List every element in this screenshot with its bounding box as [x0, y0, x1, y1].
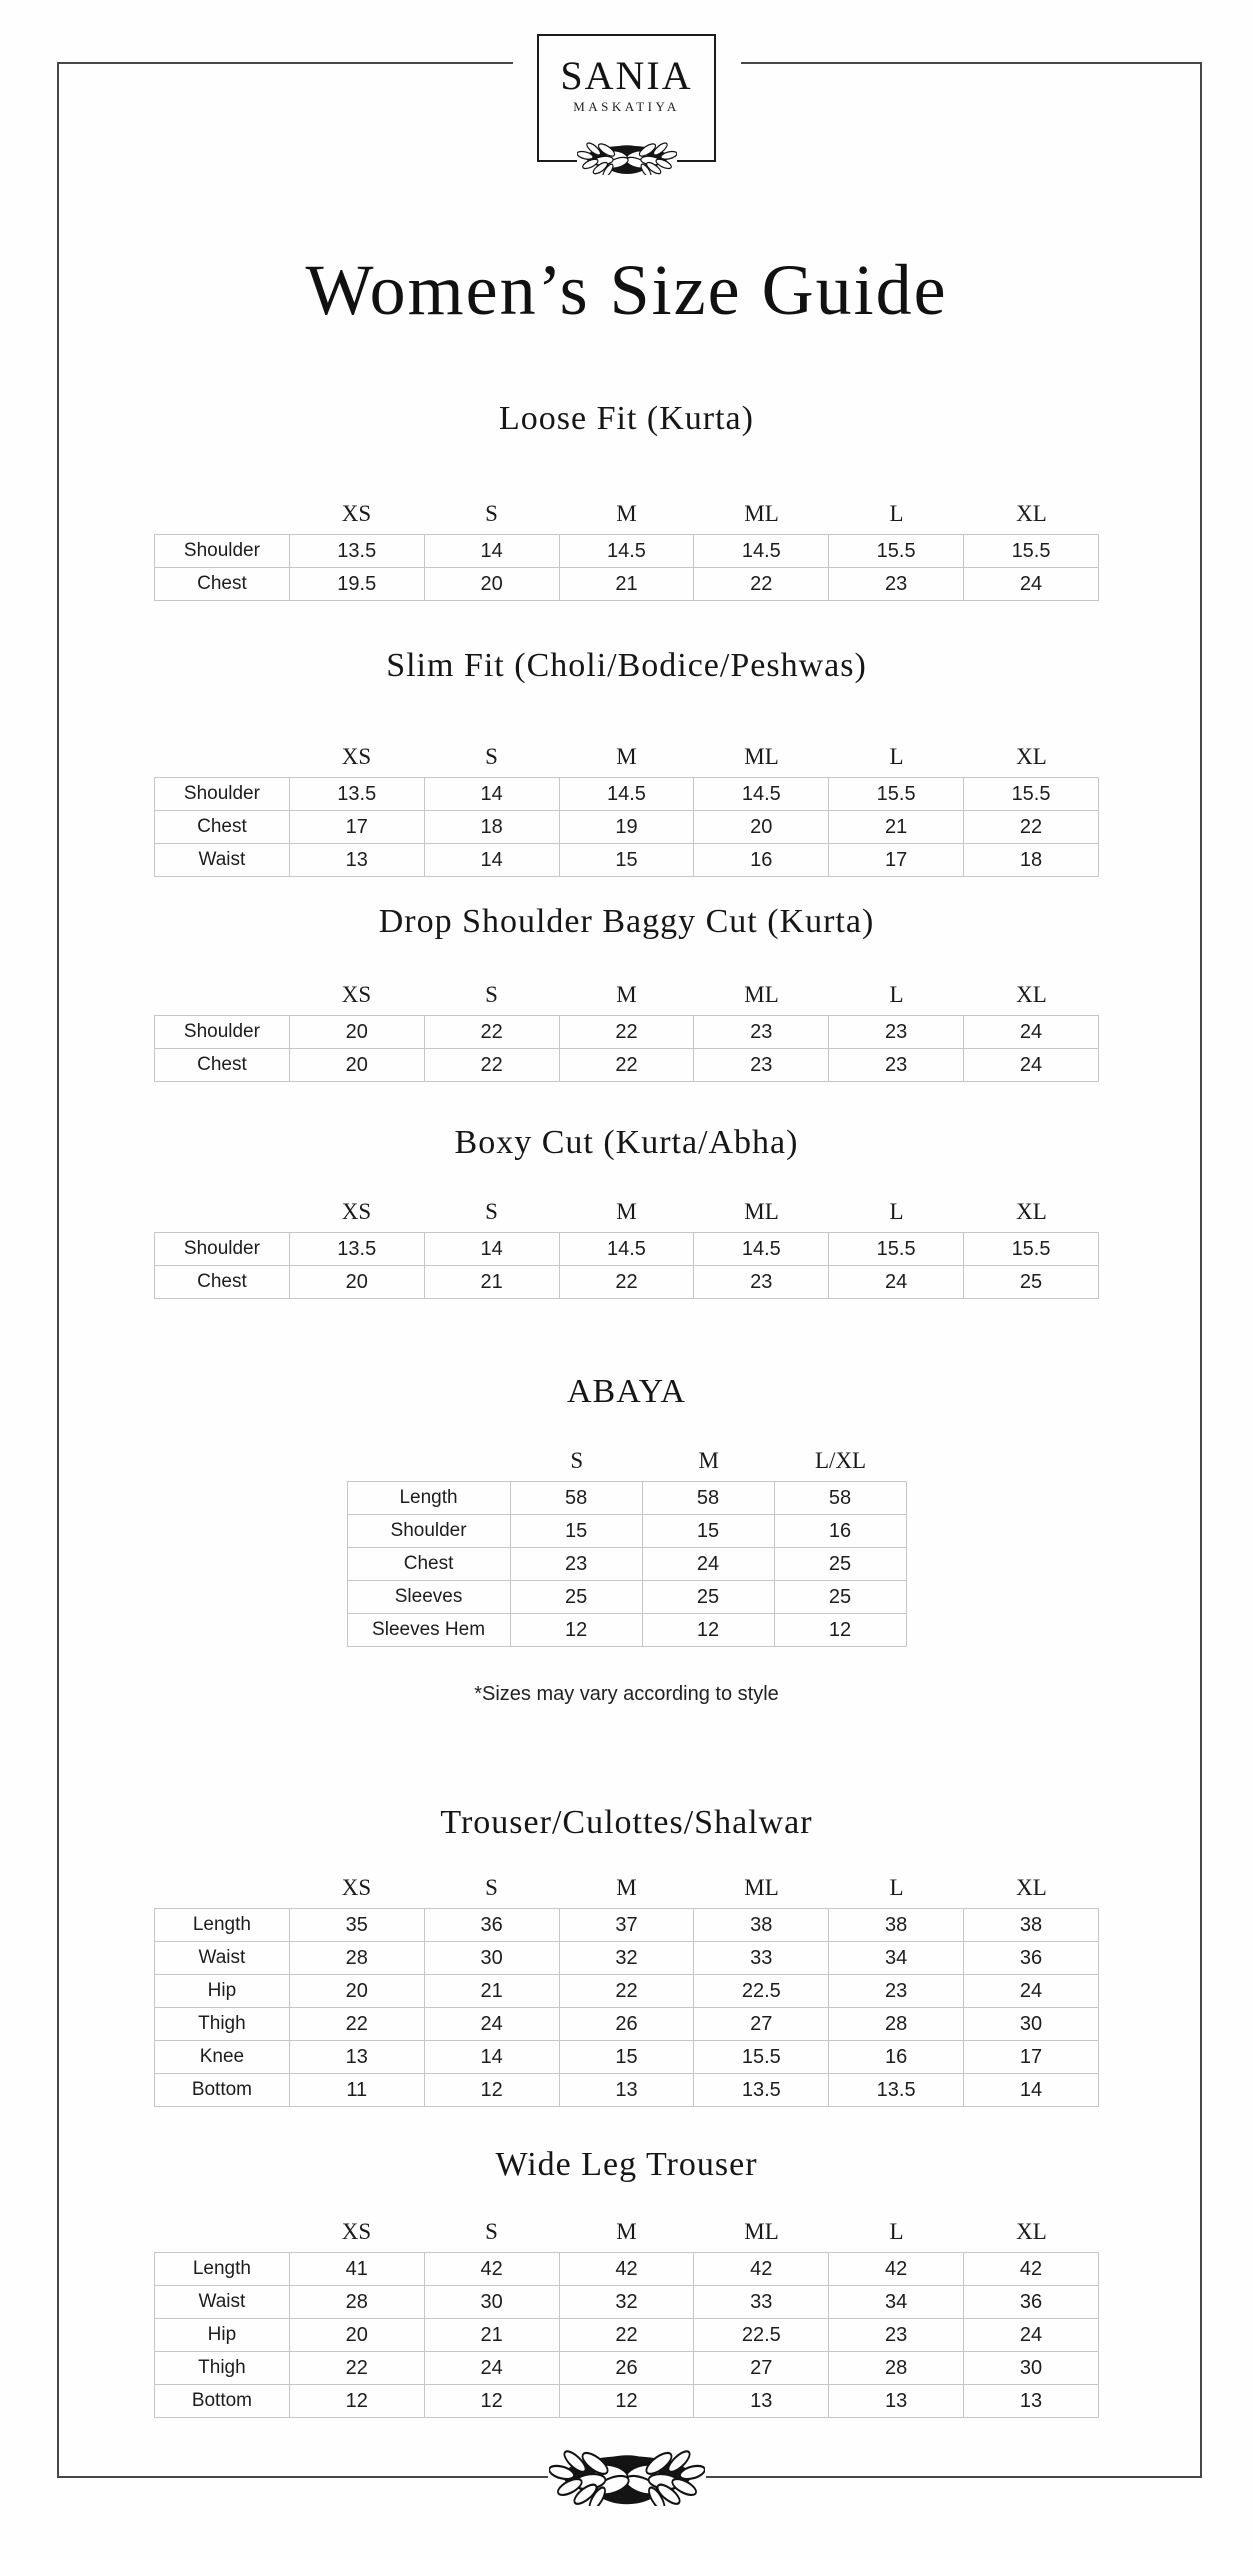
section-title: Drop Shoulder Baggy Cut (Kurta): [378, 903, 875, 940]
value-cell: 13: [964, 2385, 1099, 2418]
size-col-header: XS: [341, 744, 372, 769]
value-cell: 12: [559, 2385, 694, 2418]
section-trouser: [0, 1802, 1253, 2107]
section-title: Boxy Cut (Kurta/Abha): [454, 1124, 799, 1161]
size-col-header: XL: [1016, 2219, 1047, 2244]
value-cell: 23: [829, 568, 964, 601]
brand-subname: MASKATIYA: [573, 99, 680, 114]
page-title: Women’s Size Guide: [305, 250, 948, 330]
value-cell: 36: [964, 1942, 1099, 1975]
table-row: [155, 1942, 1099, 1975]
brand-name: SANIA: [560, 53, 693, 98]
section-boxy-cut: [0, 1122, 1253, 1299]
value-cell: 24: [424, 2008, 559, 2041]
size-header-row: [154, 977, 1099, 1009]
value-cell: 22: [964, 811, 1099, 844]
value-cell: 22: [694, 568, 829, 601]
value-cell: 17: [829, 844, 964, 877]
value-cell: 14: [424, 2041, 559, 2074]
value-cell: 58: [510, 1482, 642, 1515]
value-cell: 25: [774, 1581, 906, 1614]
size-col-header: XL: [1016, 1199, 1047, 1224]
value-cell: 20: [694, 811, 829, 844]
value-cell: 20: [289, 1975, 424, 2008]
value-cell: 36: [424, 1909, 559, 1942]
value-cell: 22: [289, 2008, 424, 2041]
size-col-header: XL: [1016, 744, 1047, 769]
value-cell: 22.5: [694, 2319, 829, 2352]
value-cell: 14.5: [694, 535, 829, 568]
value-cell: 17: [964, 2041, 1099, 2074]
value-cell: 15: [559, 2041, 694, 2074]
value-cell: 34: [829, 1942, 964, 1975]
value-cell: 25: [510, 1581, 642, 1614]
size-col-header: S: [570, 1448, 584, 1473]
corner-cell: [347, 1443, 511, 1475]
value-cell: 28: [289, 1942, 424, 1975]
value-cell: 38: [964, 1909, 1099, 1942]
row-label-cell: Chest: [155, 568, 290, 601]
laurel-ornament-icon: [577, 141, 677, 175]
value-cell: 14: [424, 1233, 559, 1266]
value-cell: 15.5: [829, 778, 964, 811]
bottom-ornament: [548, 2446, 706, 2508]
table-row: [155, 2041, 1099, 2074]
value-cell: 32: [559, 2286, 694, 2319]
value-cell: 14.5: [559, 778, 694, 811]
corner-cell: [154, 496, 289, 528]
value-cell: 14: [424, 844, 559, 877]
value-cell: 24: [829, 1266, 964, 1299]
table-row: [155, 535, 1099, 568]
value-cell: 22: [559, 1975, 694, 2008]
size-col-header: L/XL: [815, 1448, 867, 1473]
brand-logo-box: [537, 34, 716, 162]
table-row: [154, 496, 1099, 528]
measurement-table: [154, 1908, 1099, 2107]
corner-cell: [154, 1194, 289, 1226]
measurement-table: [154, 1232, 1099, 1299]
value-cell: 38: [694, 1909, 829, 1942]
size-col-header: M: [616, 982, 637, 1007]
measurement-table: [347, 1481, 907, 1647]
table-row: [154, 2214, 1099, 2246]
table-row: [155, 2074, 1099, 2107]
value-cell: 33: [694, 2286, 829, 2319]
value-cell: 26: [559, 2352, 694, 2385]
value-cell: 13: [829, 2385, 964, 2418]
size-col-header: S: [485, 744, 498, 769]
value-cell: 22: [559, 1016, 694, 1049]
value-cell: 16: [829, 2041, 964, 2074]
value-cell: 23: [829, 1016, 964, 1049]
size-col-header: M: [616, 2219, 637, 2244]
section-title: Slim Fit (Choli/Bodice/Peshwas): [386, 647, 867, 684]
section-slim-fit: [0, 645, 1253, 877]
value-cell: 25: [642, 1581, 774, 1614]
size-col-header: XL: [1016, 982, 1047, 1007]
section-wide-leg-trouser: [0, 2144, 1253, 2418]
table-row: [347, 1548, 906, 1581]
value-cell: 18: [424, 811, 559, 844]
value-cell: 20: [424, 568, 559, 601]
value-cell: 15.5: [694, 2041, 829, 2074]
size-table-abaya: [0, 1443, 1253, 1647]
value-cell: 22: [559, 2319, 694, 2352]
size-col-header: L: [889, 1875, 904, 1900]
value-cell: 15.5: [964, 778, 1099, 811]
value-cell: 23: [694, 1049, 829, 1082]
row-label-cell: Hip: [155, 1975, 290, 2008]
row-label-cell: Shoulder: [155, 1016, 290, 1049]
value-cell: 20: [289, 1016, 424, 1049]
table-row: [347, 1515, 906, 1548]
table-row: [155, 2385, 1099, 2418]
table-row: [154, 977, 1099, 1009]
table-row: [155, 1049, 1099, 1082]
size-col-header: M: [616, 1199, 637, 1224]
value-cell: 15: [642, 1515, 774, 1548]
value-cell: 15: [510, 1515, 642, 1548]
measurement-table: [154, 777, 1099, 877]
table-row: [155, 811, 1099, 844]
value-cell: 41: [289, 2253, 424, 2286]
table-row: [155, 1233, 1099, 1266]
value-cell: 22: [424, 1049, 559, 1082]
corner-cell: [154, 739, 289, 771]
value-cell: 19.5: [289, 568, 424, 601]
row-label-cell: Chest: [347, 1548, 510, 1581]
value-cell: 30: [964, 2352, 1099, 2385]
value-cell: 58: [642, 1482, 774, 1515]
size-col-header: L: [889, 1199, 904, 1224]
value-cell: 27: [694, 2352, 829, 2385]
value-cell: 23: [829, 1975, 964, 2008]
size-col-header: ML: [744, 982, 779, 1007]
row-label-cell: Hip: [155, 2319, 290, 2352]
value-cell: 42: [694, 2253, 829, 2286]
table-row: [155, 844, 1099, 877]
table-row: [155, 1016, 1099, 1049]
value-cell: 27: [694, 2008, 829, 2041]
value-cell: 23: [510, 1548, 642, 1581]
brand-logo: [513, 28, 741, 168]
sizes-vary-note: *Sizes may vary according to style: [474, 1683, 779, 1705]
table-row: [347, 1581, 906, 1614]
size-col-header: S: [485, 982, 498, 1007]
section-drop-shoulder: [0, 901, 1253, 1082]
value-cell: 25: [774, 1548, 906, 1581]
value-cell: 24: [964, 2319, 1099, 2352]
table-row: [347, 1614, 906, 1647]
value-cell: 14.5: [559, 1233, 694, 1266]
table-row: [155, 1975, 1099, 2008]
row-label-cell: Shoulder: [155, 1233, 290, 1266]
size-table-trouser: [0, 1870, 1253, 2107]
size-col-header: M: [698, 1448, 719, 1473]
table-row: [347, 1482, 906, 1515]
value-cell: 30: [964, 2008, 1099, 2041]
section-abaya: [0, 1371, 1253, 1647]
value-cell: 22: [424, 1016, 559, 1049]
value-cell: 24: [964, 1049, 1099, 1082]
value-cell: 23: [694, 1016, 829, 1049]
value-cell: 26: [559, 2008, 694, 2041]
row-label-cell: Knee: [155, 2041, 290, 2074]
size-table-boxy-cut: [0, 1194, 1253, 1299]
value-cell: 17: [289, 811, 424, 844]
value-cell: 24: [424, 2352, 559, 2385]
value-cell: 15.5: [829, 1233, 964, 1266]
section-loose-fit: [0, 398, 1253, 601]
size-col-header: M: [616, 1875, 637, 1900]
section-title: Wide Leg Trouser: [495, 2146, 758, 2183]
value-cell: 14.5: [559, 535, 694, 568]
size-col-header: L: [889, 982, 904, 1007]
size-col-header: M: [616, 744, 637, 769]
table-row: [155, 1909, 1099, 1942]
corner-cell: [154, 1870, 289, 1902]
value-cell: 14.5: [694, 778, 829, 811]
value-cell: 13: [559, 2074, 694, 2107]
value-cell: 21: [424, 2319, 559, 2352]
size-col-header: ML: [744, 1199, 779, 1224]
size-col-header: XS: [341, 2219, 372, 2244]
value-cell: 30: [424, 1942, 559, 1975]
size-col-header: XS: [341, 1199, 372, 1224]
size-col-header: S: [485, 501, 498, 526]
value-cell: 14: [424, 535, 559, 568]
size-col-header: M: [616, 501, 637, 526]
size-col-header: L: [889, 501, 904, 526]
corner-cell: [154, 977, 289, 1009]
value-cell: 20: [289, 1049, 424, 1082]
value-cell: 22.5: [694, 1975, 829, 2008]
row-label-cell: Length: [155, 1909, 290, 1942]
value-cell: 12: [774, 1614, 906, 1647]
size-col-header: XS: [341, 501, 372, 526]
value-cell: 14.5: [694, 1233, 829, 1266]
value-cell: 13.5: [829, 2074, 964, 2107]
value-cell: 23: [694, 1266, 829, 1299]
corner-cell: [154, 2214, 289, 2246]
value-cell: 12: [510, 1614, 642, 1647]
row-label-cell: Sleeves: [347, 1581, 510, 1614]
section-title: Loose Fit (Kurta): [499, 400, 754, 437]
value-cell: 21: [829, 811, 964, 844]
table-row: [155, 2008, 1099, 2041]
value-cell: 21: [424, 1266, 559, 1299]
row-label-cell: Shoulder: [347, 1515, 510, 1548]
size-col-header: XS: [341, 1875, 372, 1900]
table-row: [155, 2253, 1099, 2286]
value-cell: 13.5: [289, 1233, 424, 1266]
value-cell: 21: [559, 568, 694, 601]
value-cell: 33: [694, 1942, 829, 1975]
value-cell: 23: [829, 2319, 964, 2352]
value-cell: 15.5: [964, 1233, 1099, 1266]
value-cell: 20: [289, 2319, 424, 2352]
table-row: [154, 739, 1099, 771]
table-row: [155, 2352, 1099, 2385]
measurement-table: [154, 2252, 1099, 2418]
value-cell: 13.5: [694, 2074, 829, 2107]
value-cell: 18: [964, 844, 1099, 877]
row-label-cell: Thigh: [155, 2352, 290, 2385]
value-cell: 12: [424, 2074, 559, 2107]
row-label-cell: Chest: [155, 1049, 290, 1082]
size-header-row: [154, 496, 1099, 528]
value-cell: 28: [289, 2286, 424, 2319]
value-cell: 16: [774, 1515, 906, 1548]
value-cell: 28: [829, 2008, 964, 2041]
row-label-cell: Bottom: [155, 2385, 290, 2418]
table-row: [155, 1266, 1099, 1299]
table-row: [347, 1443, 907, 1475]
table-row: [154, 1194, 1099, 1226]
measurement-table: [154, 1015, 1099, 1082]
table-row: [154, 1870, 1099, 1902]
size-table-drop-shoulder: [0, 977, 1253, 1082]
size-col-header: ML: [744, 744, 779, 769]
value-cell: 24: [964, 1975, 1099, 2008]
size-col-header: XS: [341, 982, 372, 1007]
size-table-wide-leg: [0, 2214, 1253, 2418]
size-header-row: [154, 2214, 1099, 2246]
value-cell: 22: [559, 1266, 694, 1299]
table-row: [155, 778, 1099, 811]
row-label-cell: Chest: [155, 1266, 290, 1299]
size-table-slim-fit: [0, 739, 1253, 877]
table-row: [155, 2286, 1099, 2319]
size-col-header: ML: [744, 501, 779, 526]
value-cell: 24: [964, 568, 1099, 601]
value-cell: 24: [642, 1548, 774, 1581]
value-cell: 21: [424, 1975, 559, 2008]
row-label-cell: Waist: [155, 2286, 290, 2319]
value-cell: 25: [964, 1266, 1099, 1299]
value-cell: 20: [289, 1266, 424, 1299]
size-col-header: S: [485, 1875, 498, 1900]
size-col-header: L: [889, 2219, 904, 2244]
value-cell: 12: [642, 1614, 774, 1647]
value-cell: 35: [289, 1909, 424, 1942]
value-cell: 19: [559, 811, 694, 844]
value-cell: 14: [424, 778, 559, 811]
value-cell: 24: [964, 1016, 1099, 1049]
value-cell: 32: [559, 1942, 694, 1975]
value-cell: 13: [289, 844, 424, 877]
value-cell: 42: [424, 2253, 559, 2286]
value-cell: 42: [559, 2253, 694, 2286]
size-col-header: XL: [1016, 1875, 1047, 1900]
size-col-header: S: [485, 1199, 498, 1224]
row-label-cell: Waist: [155, 844, 290, 877]
size-col-header: S: [485, 2219, 498, 2244]
row-label-cell: Thigh: [155, 2008, 290, 2041]
value-cell: 34: [829, 2286, 964, 2319]
row-label-cell: Sleeves Hem: [347, 1614, 510, 1647]
value-cell: 58: [774, 1482, 906, 1515]
section-title: Trouser/Culottes/Shalwar: [440, 1804, 813, 1841]
value-cell: 13.5: [289, 778, 424, 811]
size-header-row: [154, 1194, 1099, 1226]
value-cell: 15.5: [829, 535, 964, 568]
value-cell: 16: [694, 844, 829, 877]
row-label-cell: Shoulder: [155, 535, 290, 568]
measurement-table: [154, 534, 1099, 601]
row-label-cell: Length: [155, 2253, 290, 2286]
value-cell: 23: [829, 1049, 964, 1082]
value-cell: 15.5: [964, 535, 1099, 568]
value-cell: 15: [559, 844, 694, 877]
laurel-ornament-icon: [549, 2448, 705, 2506]
value-cell: 30: [424, 2286, 559, 2319]
size-header-row: [154, 739, 1099, 771]
table-row: [155, 568, 1099, 601]
value-cell: 13: [289, 2041, 424, 2074]
value-cell: 37: [559, 1909, 694, 1942]
size-col-header: ML: [744, 2219, 779, 2244]
row-label-cell: Chest: [155, 811, 290, 844]
section-title: ABAYA: [566, 1373, 686, 1410]
table-row: [155, 2319, 1099, 2352]
value-cell: 12: [424, 2385, 559, 2418]
row-label-cell: Shoulder: [155, 778, 290, 811]
size-table-loose-fit: [0, 496, 1253, 601]
value-cell: 22: [289, 2352, 424, 2385]
value-cell: 22: [559, 1049, 694, 1082]
value-cell: 11: [289, 2074, 424, 2107]
value-cell: 12: [289, 2385, 424, 2418]
value-cell: 14: [964, 2074, 1099, 2107]
size-col-header: XL: [1016, 501, 1047, 526]
value-cell: 36: [964, 2286, 1099, 2319]
value-cell: 13: [694, 2385, 829, 2418]
size-header-row: [154, 1870, 1099, 1902]
size-col-header: ML: [744, 1875, 779, 1900]
row-label-cell: Length: [347, 1482, 510, 1515]
value-cell: 42: [964, 2253, 1099, 2286]
row-label-cell: Waist: [155, 1942, 290, 1975]
size-col-header: L: [889, 744, 904, 769]
row-label-cell: Bottom: [155, 2074, 290, 2107]
value-cell: 28: [829, 2352, 964, 2385]
value-cell: 38: [829, 1909, 964, 1942]
value-cell: 13.5: [289, 535, 424, 568]
value-cell: 42: [829, 2253, 964, 2286]
size-header-row: [347, 1443, 907, 1475]
